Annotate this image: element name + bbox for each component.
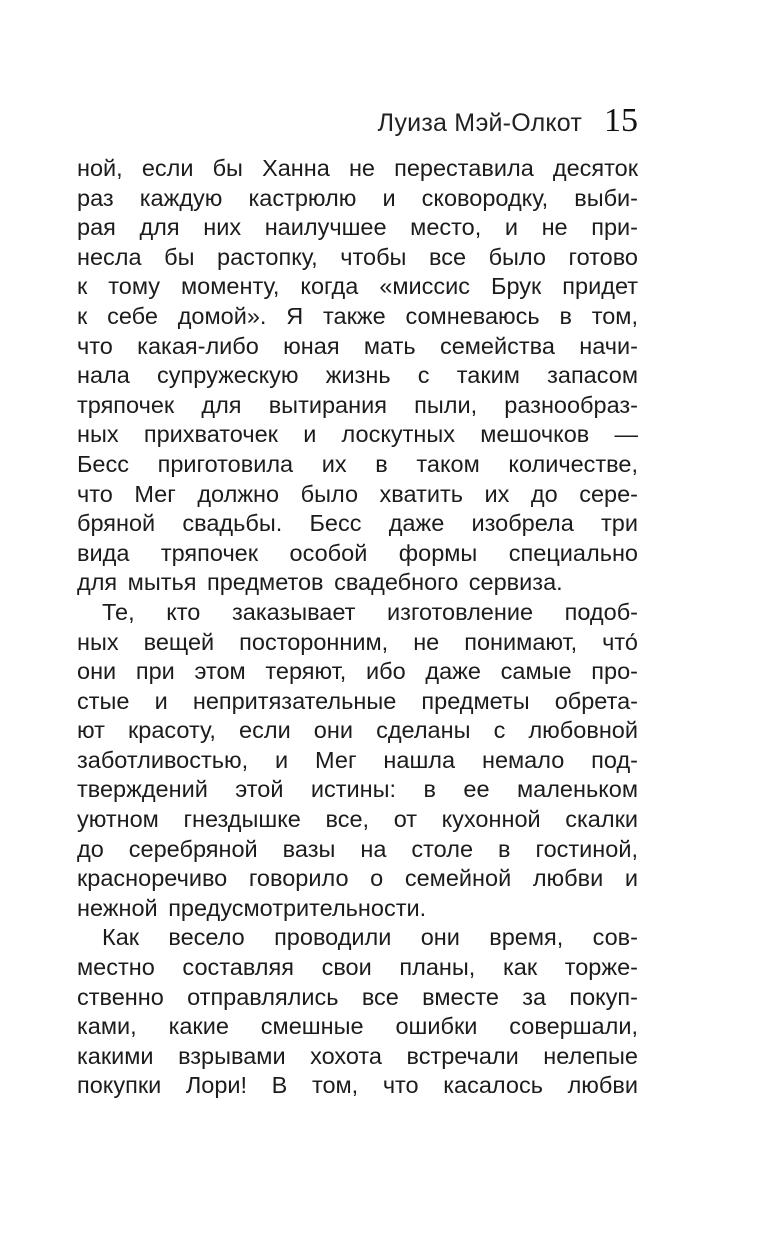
text-line: бряной свадьбы. Бесс даже изобрела три bbox=[77, 510, 638, 537]
text-line: ной, если бы Ханна не переставила десяток bbox=[77, 155, 638, 181]
author-name: Луиза Мэй-Олкот bbox=[377, 109, 582, 137]
text-line: ных прихваточек и лоскутных мешочков — bbox=[77, 421, 638, 448]
text-line: что Мег должно было хватить их до сере- bbox=[77, 480, 638, 507]
text-line: заботливостью, и Мег нашла немало под- bbox=[77, 746, 638, 773]
text-line: рая для них наилучшее место, и не при- bbox=[77, 214, 638, 241]
text-line: уютном гнездышке все, от кухонной скалки bbox=[77, 806, 638, 833]
text-line: тряпочек для вытирания пыли, разнообраз- bbox=[77, 391, 638, 418]
paragraph-last-line: для мытья предметов свадебного сервиза. bbox=[77, 569, 563, 596]
text-line: раз каждую кастрюлю и сковородку, выби- bbox=[77, 184, 638, 211]
text-line: Бесс приготовила их в таком количестве, bbox=[77, 450, 638, 477]
page-number: 15 bbox=[604, 102, 638, 139]
text-line: вида тряпочек особой формы специально bbox=[77, 539, 638, 566]
text-line: нала супружескую жизнь с таким запасом bbox=[77, 362, 638, 389]
text-line: до серебряной вазы на столе в гостиной, bbox=[77, 835, 638, 862]
text-line: местно составляя свои планы, как торже- bbox=[77, 954, 638, 981]
text-line: тверждений этой истины: в ее маленьком bbox=[77, 776, 638, 803]
body-text bbox=[77, 154, 638, 1101]
text-line: к тому моменту, когда «миссис Брук придет bbox=[77, 273, 638, 300]
paragraph-first-line: Как весело проводили они время, сов- bbox=[102, 924, 638, 951]
text-line: что какая-либо юная мать семейства начи- bbox=[77, 332, 638, 359]
paragraph-first-line: Те, кто заказывает изготовление подоб- bbox=[102, 598, 638, 625]
text-line: ками, какие смешные ошибки совершали, bbox=[77, 1013, 638, 1040]
text-line: какими взрывами хохота встречали нелепые bbox=[77, 1042, 638, 1069]
text-line: к себе домой». Я также сомневаюсь в том, bbox=[77, 302, 638, 329]
text-line: ных вещей посторонним, не понимают, что́ bbox=[77, 628, 638, 655]
paragraph-last-line: нежной предусмотрительности. bbox=[77, 894, 427, 921]
text-line: ют красоту, если они сделаны с любовной bbox=[77, 717, 638, 744]
text-line: они при этом теряют, ибо даже самые про- bbox=[77, 658, 638, 685]
text-line: ственно отправлялись все вместе за покуп- bbox=[77, 983, 638, 1010]
running-head bbox=[378, 102, 638, 140]
text-line: стые и непритязательные предметы обрета- bbox=[77, 687, 638, 714]
text-line: красноречиво говорило о семейной любви и bbox=[77, 865, 638, 892]
text-line: покупки Лори! В том, что касалось любви bbox=[77, 1072, 638, 1099]
text-line: несла бы растопку, чтобы все было готово bbox=[77, 243, 638, 270]
